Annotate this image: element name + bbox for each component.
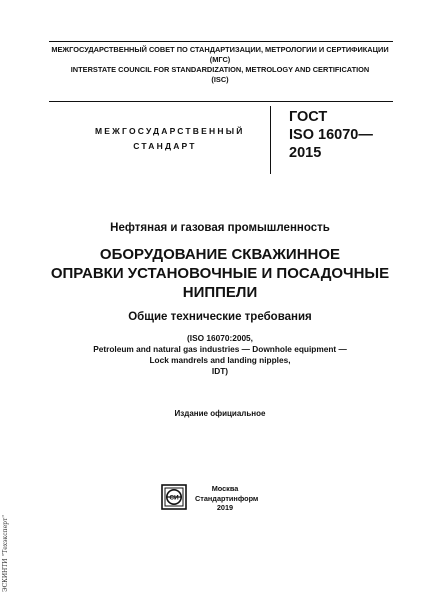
council-abbr-en: (ISC) <box>211 75 229 84</box>
iso-reference-line-2: Petroleum and natural gas industries — Downhole equipment — <box>93 344 347 354</box>
designation-line-1: ГОСТ <box>289 109 328 125</box>
publisher-city: Москва <box>211 484 239 493</box>
svg-text:СИ: СИ <box>169 494 179 502</box>
standard-type-label <box>95 124 245 154</box>
header-top-rule <box>49 41 393 42</box>
document-title <box>40 245 400 302</box>
council-header <box>50 45 390 85</box>
standard-type-line-1: МЕЖГОСУДАРСТВЕННЫЙ <box>95 126 245 136</box>
title-line-2: ОПРАВКИ УСТАНОВОЧНЫЕ И ПОСАДОЧНЫЕ <box>50 265 390 282</box>
standartinform-logo-icon <box>161 484 187 510</box>
council-name-en: INTERSTATE COUNCIL FOR STANDARDIZATION, METROLOGY AND CERTIFICATION <box>70 65 370 74</box>
publication-year: 2019 <box>216 503 234 512</box>
standard-designation <box>289 108 373 162</box>
publisher-name: Стандартинформ <box>195 493 259 503</box>
edition-note: Издание официальное <box>174 409 266 418</box>
industry-heading: Нефтяная и газовая промышленность <box>110 222 330 234</box>
document-subtitle: Общие технические требования <box>128 311 312 323</box>
iso-reference-line-4: IDT) <box>211 366 229 376</box>
designation-line-2: ISO 16070— <box>289 127 373 143</box>
iso-reference-line-3: Lock mandrels and landing nipples, <box>149 355 291 365</box>
designation-divider <box>270 106 271 174</box>
side-watermark: ЭСКИНТИ "Техэксперт" <box>2 514 9 592</box>
designation-line-3: 2015 <box>289 145 322 161</box>
council-abbr-ru: (МГС) <box>209 55 231 64</box>
iso-reference-line-1: (ISO 16070:2005, <box>187 333 253 343</box>
publisher-block <box>195 484 259 513</box>
iso-reference <box>40 333 400 377</box>
header-bottom-rule <box>49 101 393 102</box>
council-name-ru: МЕЖГОСУДАРСТВЕННЫЙ СОВЕТ ПО СТАНДАРТИЗАЦИИ, МЕТРОЛОГИИ И СЕРТИФИКАЦИИ <box>51 45 389 54</box>
standard-type-line-2: СТАНДАРТ <box>133 141 197 151</box>
title-line-3: НИППЕЛИ <box>182 284 258 301</box>
title-line-1: ОБОРУДОВАНИЕ СКВАЖИННОЕ <box>99 246 341 263</box>
